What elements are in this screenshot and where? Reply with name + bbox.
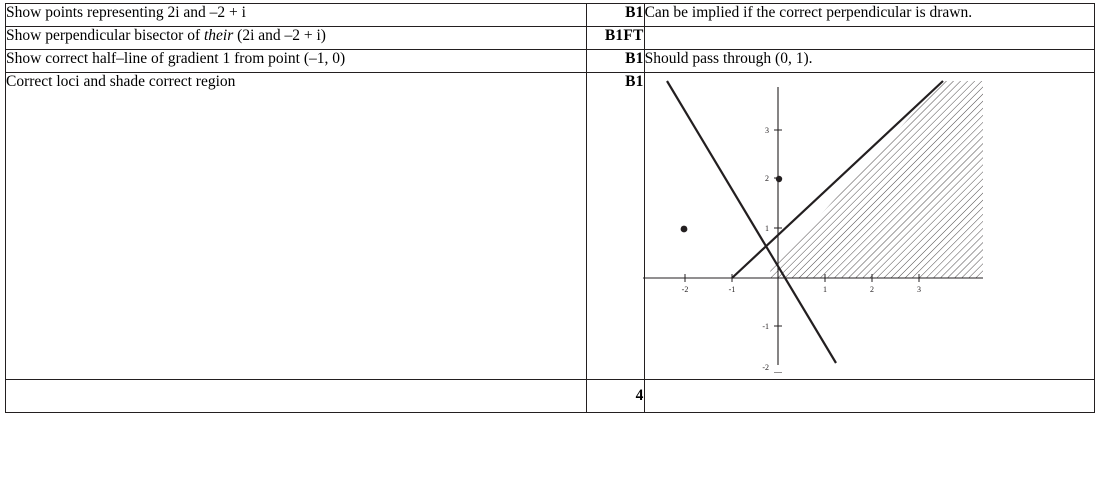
row-mark: B1	[586, 4, 644, 27]
row-description-emphasis: their	[204, 27, 234, 44]
total-note	[644, 380, 1094, 413]
row-note-figure	[644, 73, 1094, 380]
row-description: Show points representing 2i and –2 + i	[6, 4, 587, 27]
total-description	[6, 380, 587, 413]
row-note	[644, 27, 1094, 50]
svg-text:-1: -1	[728, 285, 735, 294]
row-description: Show correct half–line of gradient 1 from point (–1, 0)	[6, 50, 587, 73]
table-row	[6, 50, 1095, 73]
row-note: Can be implied if the correct perpendicular is drawn.	[644, 4, 1094, 27]
svg-text:1: 1	[822, 285, 827, 294]
svg-text:-1: -1	[761, 322, 769, 331]
svg-text:-2: -2	[681, 285, 688, 294]
row-description-prefix: Show perpendicular bisector of	[6, 27, 204, 44]
mark-scheme-sheet	[0, 3, 1100, 494]
row-description	[6, 27, 587, 50]
row-mark: B1	[586, 50, 644, 73]
mark-scheme-table	[5, 3, 1095, 413]
row-mark: B1	[586, 73, 644, 380]
total-mark: 4	[586, 380, 644, 413]
row-description: Correct loci and shade correct region	[6, 73, 587, 380]
svg-text:-2: -2	[761, 363, 769, 372]
svg-text:3: 3	[916, 285, 921, 294]
row-note: Should pass through (0, 1).	[644, 50, 1094, 73]
point-2i	[775, 176, 781, 182]
argand-diagram	[645, 73, 1085, 373]
row-description-suffix: (2i and –2 + i)	[233, 27, 326, 44]
table-row	[6, 4, 1095, 27]
perpendicular-bisector-line	[667, 81, 836, 363]
x-axis-tick-labels	[681, 285, 920, 294]
row-mark: B1FT	[586, 27, 644, 50]
table-row	[6, 27, 1095, 50]
svg-text:2: 2	[764, 174, 769, 183]
table-row-total	[6, 380, 1095, 413]
svg-text:2: 2	[869, 285, 874, 294]
argand-diagram-svg	[643, 73, 1083, 373]
svg-text:1: 1	[764, 224, 769, 233]
table-row	[6, 73, 1095, 380]
svg-text:3: 3	[764, 126, 769, 135]
point-minus2-plus-i	[680, 226, 687, 233]
shaded-region	[768, 81, 983, 278]
